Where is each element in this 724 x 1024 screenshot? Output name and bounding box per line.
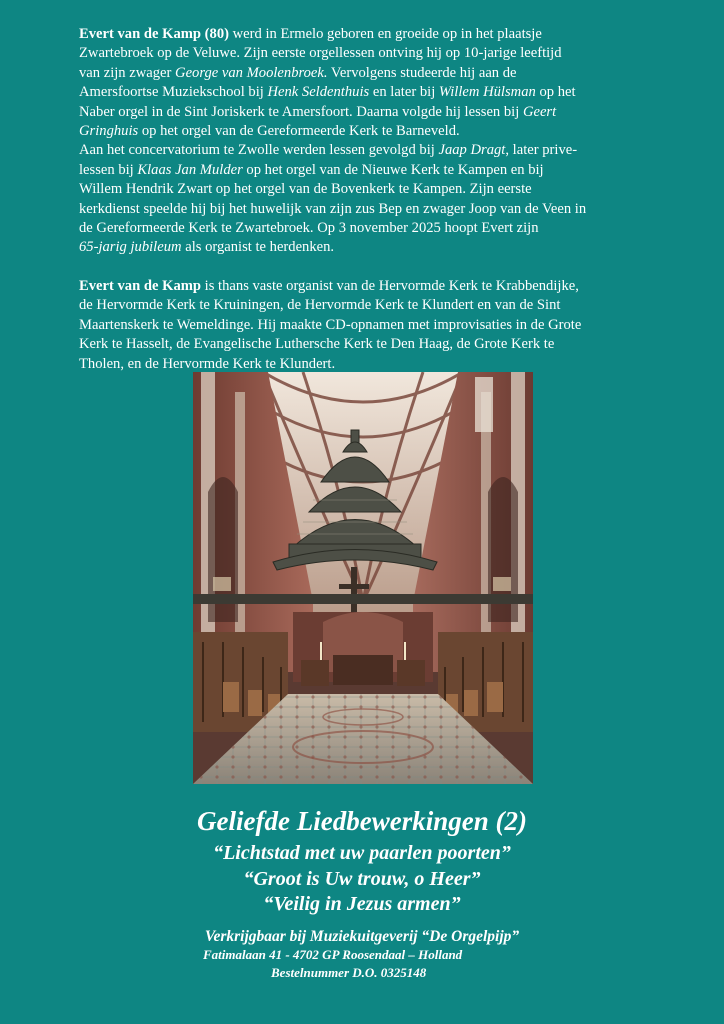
- text-line: Aan het concervatorium te Zwolle werden lessen gevolgd bij Jaap Dragt, later prive-: [79, 142, 578, 159]
- text-line: Zwartebroek op de Veluwe. Zijn eerste orgellessen ontving hij op 10-jarige leeftijd: [79, 45, 562, 62]
- bold-name: Evert van de Kamp: [79, 277, 202, 294]
- publisher-address: Fatimalaan 41 - 4702 GP Roosendaal – Holland: [203, 947, 463, 962]
- church-interior-photo: [193, 372, 533, 784]
- text-line: Evert van de Kamp (80) werd in Ermelo geboren en groeide op in het plaatsje: [79, 26, 542, 42]
- text-line: 65-jarig jubileum als organist te herdenken.: [79, 239, 335, 256]
- text-line: Amersfoortse Muziekschool bij Henk Seldenthuis en later bij Willem Hülsman op het: [79, 84, 576, 101]
- biography-paragraph-2: [79, 277, 649, 374]
- text-line: Tholen, en de Hervormde Kerk te Klundert.: [79, 355, 336, 372]
- song-title: “Groot is Uw trouw, o Heer”: [243, 868, 481, 890]
- text-line: de Hervormde Kerk te Kruiningen, de Hervormde Kerk te Klundert en van de Sint: [79, 297, 561, 314]
- text-line: kerkdienst speelde hij bij het huwelijk van zijn zus Bep en zwager Joop van de Veen in: [79, 200, 587, 217]
- text-line: Kerk te Hasselt, de Evangelische Luthersche Kerk te Den Haag, de Grote Kerk te: [79, 336, 555, 353]
- biography-paragraph-1: [79, 25, 649, 258]
- text-line: de Gereformeerde Kerk te Zwartebroek. Op 3 november 2025 hoopt Evert zijn: [79, 220, 539, 237]
- biography-text: [79, 25, 649, 374]
- publisher-availability: Verkrijgbaar bij Muziekuitgeverij “De Orgelpijp”: [204, 928, 520, 945]
- text-line: Willem Hendrik Zwart op het orgel van de Bovenkerk te Kampen. Zijn eerste: [79, 181, 532, 198]
- album-title: Geliefde Liedbewerkingen (2): [197, 806, 527, 836]
- song-title: “Veilig in Jezus armen”: [263, 893, 461, 915]
- text-line: Gringhuis op het orgel van de Gereformeerde Kerk te Barneveld.: [79, 123, 460, 140]
- bold-name: Evert van de Kamp (80): [79, 26, 229, 42]
- text-line: Evert van de Kamp is thans vaste organist van de Hervormde Kerk te Krabbendijke,: [79, 277, 579, 294]
- song-title: “Lichtstad met uw paarlen poorten”: [213, 842, 511, 864]
- text-line: Naber orgel in de Sint Joriskerk te Amersfoort. Daarna volgde hij lessen bij Geert: [79, 103, 557, 120]
- text-line: lessen bij Klaas Jan Mulder op het orgel van de Nieuwe Kerk te Kampen en bij: [79, 161, 544, 178]
- text-line: Maartenskerk te Wemeldinge. Hij maakte CD-opnamen met improvisaties in de Grote: [79, 316, 582, 333]
- order-number: Bestelnummer D.O. 0325148: [271, 965, 427, 980]
- text-line: van zijn zwager George van Moolenbroek. Vervolgens studeerde hij aan de: [79, 64, 517, 81]
